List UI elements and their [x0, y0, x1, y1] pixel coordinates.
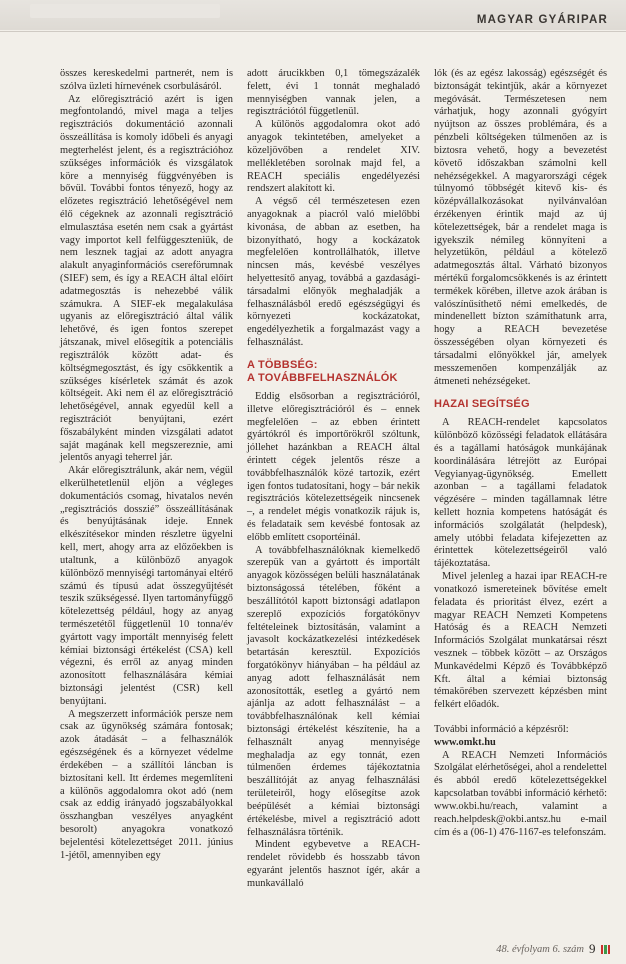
paragraph: Eddig elsősorban a regisztrációról, illetve előregisztrációról és – ennek megfelelően – az ebben érintett gyártókról és importőrökről szóltunk, jóllehet hazánkban a REACH által érintett cégek jelentős része a továbbfelhasználók közé tartozik, ezért igen fontos tudatosítani, hogy – bár nekik regisztrációs kötelezettségeik nincsenek –, a rendelet mégis vonatkozik rájuk is, és feladataik sem kevésbé fontosak az előbb említett csoportéinál.	[247, 390, 420, 543]
paragraph: A továbbfelhasználóknak kiemelkedő szerepük van a gyártott és importált anyagok közösségen belüli használatának biztonságossá tételében, főként a beszállítótól kapott biztonsági adatlapon szereplő expozíciós forgatókönyv feltételeinek biztosításán, valamint a javasolt kockázatkezelési intézkedések betartásán keresztül. Expozíciós forgatókönyv hiányában – ha például az anyag adott felhasználását nem azonosították, esetleg a gyártó nem ajánlja az adott felhasználást – a továbbfelhasználónak kell kémiai biztonsági értékelést készítenie, ha a felhasznált anyag mennyisége meghaladja az egy tonnát, ezen túlmenően érdemes tájékoztatnia beszállítóját az anyag felhasználási területeiről, hogy elősegítse azok beépülését a kémiai biztonsági értékelésbe, mivel a regisztráció adott felhasználásra történik.	[247, 544, 420, 838]
column-2	[247, 68, 420, 928]
omkt-link[interactable]: www.omkt.hu	[434, 736, 496, 748]
section-heading-line: A TÖBBSÉG:	[247, 358, 318, 371]
spacer	[434, 712, 607, 724]
paragraph: Mivel jelenleg a hazai ipar REACH-re vonatkozó ismereteinek bővítése emelt feladata és prioritást élvez, ezért a magyar REACH Nemzeti Kompetens Hatóság és a REACH Nemzeti Információs Szolgálat munkatársai részt vesznek – többek között – az Országos Munkavédelmi Képző és Továbbképző Kft. által a kémiai biztonság témakörében szervezett képzésben mint felkért előadók.	[434, 571, 607, 711]
paragraph: A végső cél természetesen ezen anyagoknak a piacról való mielőbbi kivonása, de abban az esetben, ha bizonyítható, hogy a kockázatok megfelelően kontrollálhatók, illetve nincsen más, kevésbé veszélyes helyettesítő anyag, továbbá a gazdasági-társadalmi előnyök meghaladják a felhasználásból eredő egészségügyi és környezeti kockázatokat, engedélyezhetik a forgalmazást vagy a felhasználást.	[247, 196, 420, 349]
header-divider	[0, 31, 626, 32]
paragraph: lók (és az egész lakosság) egészségét és biztonságát tekintjük, akár a környezet megóvását. Természetesen nem várhatjuk, hogy azonnali gyógyírt nyújtson az összes problémára, és a pénzbeli költségeken túlmenően az is biztosra vehető, hogy a bevezetést követő időszakban számolni kell nehézségekkel. A magyarországi cégek túlnyomó többségét kitevő kis- és középvállalkozásokat nyilvánvalóan érzékenyen érintik majd az új kötelezettségek, bár a rendelet maga is igyekszik némileg könnyíteni a helyzetükön, például a kötelező adatmegosztás által. Várható bizonyos mértékű forgalomcsökkenés is az érintett termékek körében, illetve azok árában is valószínűsíthető némi emelkedés, de mindenellett bízton számíthatunk arra, hogy a REACH bevezetése összességében olyan környezeti és társadalmi előnyökkel jár, amelyek messzemenően kompenzálják az átmeneti nehézségeket.	[434, 68, 607, 387]
header-watermark	[30, 4, 220, 18]
section-heading-line: A TOVÁBBFELHASZNÁLÓK	[247, 371, 398, 384]
paragraph: A különös aggodalomra okot adó anyagok tekintetében, amelyeket a közeljövőben a rendelet XIV. mellékletében sorolnak majd fel, a REACH speciális engedélyezési rendszert alakított ki.	[247, 119, 420, 195]
paragraph: összes kereskedelmi partnerét, nem is szólva üzleti hírnevének csorbulásáról.	[60, 68, 233, 92]
issue-info: 48. évfolyam 6. szám	[496, 943, 584, 955]
page-footer	[496, 941, 610, 957]
paragraph: A REACH Nemzeti Információs Szolgálat elérhetőségei, ahol a rendelettel és abból eredő kötelezettségekkel kapcsolatban további információ kérhető: www.okbi.hu/reach, valamint a reach.helpdesk@okbi.antsz.hu e-mail cím és a (06-1) 476-1167-es telefonszám.	[434, 749, 607, 838]
header-band	[0, 0, 626, 30]
paragraph: adott árucikkben 0,1 tömegszázalék felett, évi 1 tonnát meghaladó mennyiségben vannak jelen, a regisztrációtól függetlenül.	[247, 68, 420, 118]
paragraph: Mindent egybevetve a REACH-rendelet rövidebb és hosszabb távon egyaránt jelentős hasznot ígér, akár a munkavállaló	[247, 839, 420, 889]
paragraph: A megszerzett információk persze nem csak az ügynökség számára fontosak; azok átadását – a felhasználók egészségének és a környezet védelme érdekében – a szállítói láncban is biztosítani kell. Itt érdemes megemlíteni a különös aggodalomra okot adó (nem csak az eddig irányadó jogszabályokkal összhangban veszélyes anyagként besorolt) anyagokra vonatkozó bejelentési kötelezettséget 2011. június 1-jétől, amennyiben egy	[60, 708, 233, 861]
info-label: További információ a képzésről:	[434, 724, 569, 735]
article-columns	[60, 68, 608, 928]
magazine-title: MAGYAR GYÁRIPAR	[476, 14, 608, 26]
section-heading-local-help: HAZAI SEGÍTSÉG	[434, 398, 530, 411]
section-heading-majority	[247, 359, 420, 385]
column-1	[60, 68, 233, 928]
column-3	[434, 68, 607, 928]
paragraph: Akár előregisztrálunk, akár nem, végül elkerülhetetlenül eljön a végleges dokumentációs csomag, hivatalos nevén „regisztrációs dosszié” összeállításának és benyújtásának ideje. Ennek elkészítésekor minden részletre ügyelni kell, mert, ahogy arra az előzőekben is utaltunk, a különböző anyagok különböző mennyiségi tartományai eltérő számú és típusú adat összegyűjtését teszik szükségessé. Ilyen tartományfüggő kötelezettség például, hogy az anyag természetétől függetlenül 10 tonna/év gyártott vagy importált mennyiség felett kémiai biztonsági értékelést (CSA) kell végezni, és erről az anyag minden azonosított felhasználására kémiai biztonsági jelentést (CSR) kell benyújtani.	[60, 465, 233, 707]
paragraph: Az előregisztráció azért is igen megfontolandó, mivel maga a teljes regisztrációs dokumentáció azonnali összeállítása is komoly időbeli és anyagi megterhelést jelent, és a regisztrációhoz szükséges információk és vizsgálatok köre a mennyiség függvényében is bővül. További fontos tényező, hogy az előzetes regisztráció lehetőségével nem élő cégeknek az azonnali regisztráció elmulasztása esetén nem csak a gyártást vagy importot kell felfüggeszteniük, de nem lesznek tagjai az adott anyagra alakult anyaginformációs csereförumnak (SIEF) sem, és így a REACH által előírt adatmegosztás is nehezebbé válik számukra. A SIEF-ek megalakulása ugyanis az előregisztráció által válik lehetővé, és igen fontos szerepet játszanak, mivel elősegítik a potenciális regisztrálók között adat- és költségmegosztást, és így csökkentik a szükséges kísérletek számát és azok költségeit. Aki nem él az előregisztráció lehetőségével, annak egyedül kell a regisztrációt benyújtani, ezért főszabályként minden vizsgálati adatot saját magának kell megszereznie, ami jelentős anyagi teherrel jár.	[60, 93, 233, 464]
paragraph: A REACH-rendelet kapcsolatos különböző közösségi feladatok ellátására és a tagállami hatóságok munkájának koordinálására létrejött az Európai Vegyianyag-ügynökség. Emellett azonban – a tagállami feladatok végzésére – minden tagállamnak létre kellett hoznia kompetens hatóságát és információs szolgálatát (helpdesk), amely utóbbi feladata kifejezetten az érintettek kötelezettségeiről való tájékoztatása.	[434, 417, 607, 570]
color-bars-icon	[601, 945, 611, 954]
page-number: 9	[589, 941, 596, 956]
